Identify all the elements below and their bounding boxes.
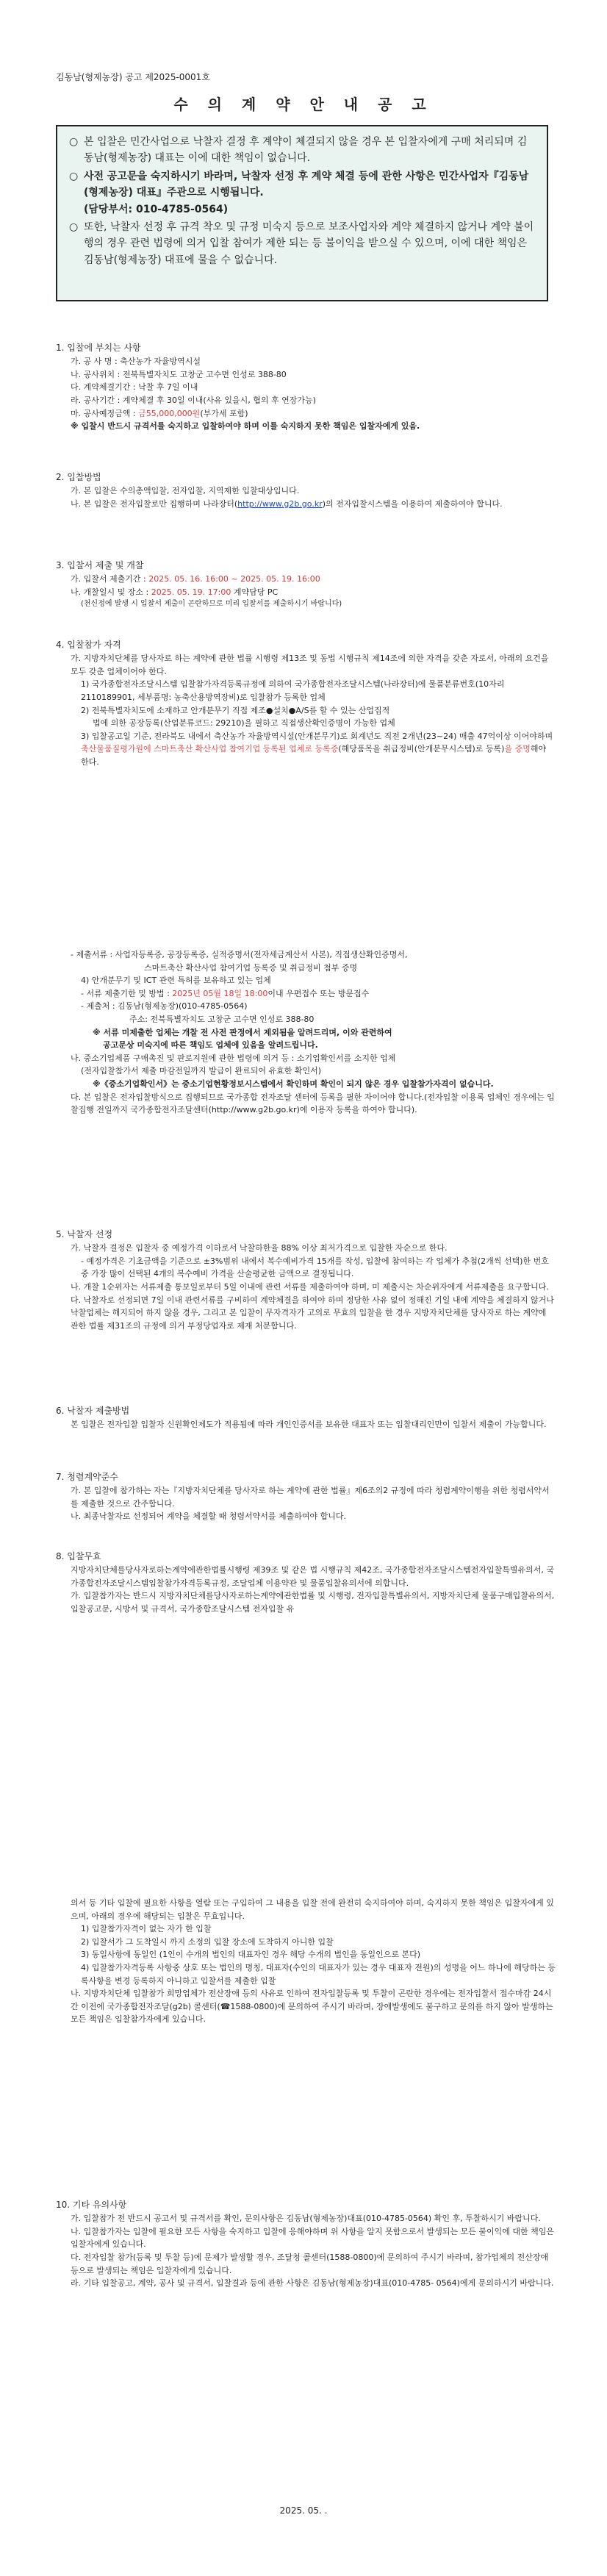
- line: (천신정에 발생 시 입찰서 제출이 곤란하므로 미리 입찰서를 제출하시기 바랍니다): [81, 600, 342, 609]
- line: 나. 중소기업제품 구매촉진 및 판로지원에 관한 법령에 의거 등 : 소기업확인서를 소지한 업체: [71, 1053, 396, 1063]
- section-3: [56, 559, 556, 610]
- line: 라. 공사기간 : 계약체결 후 30일 이내(사유 있을시, 협의 후 연장가능): [71, 395, 316, 405]
- line: (전자입찰참가서 제출 마감전일까지 발급이 완료되어 유효한 확인서): [81, 1066, 322, 1076]
- section-5: [56, 1228, 556, 1332]
- section-heading: 2. 입찰방법: [56, 472, 101, 482]
- line: 1) 국가종합전자조달시스템 입찰참가자격등록규정에 의하여 국가종합전자조달시스템(나라장터)에 물품분류번호(10자리 2110189901, 세부품명: 농축산용방역장비)로 입찰참가 등록한 업체: [81, 679, 505, 702]
- line: - 서류 제출기한 및 방법 : 2025년 05월 18일 18:00이내 우편접수 또는 방문접수: [81, 988, 370, 998]
- line: 다. 전자입찰 참가(등록 및 투찰 등)에 문제가 발생할 경우, 조달청 콜센터(1588-0800)에 문의하여 주시기 바라며, 참가업체의 전산장애등으로 발생되는 책임은 입찰자에게 있습니다.: [71, 2252, 549, 2275]
- notice-number: 김동남(형제농장) 공고 제2025-0001호: [56, 72, 210, 82]
- section-heading: 5. 낙찰자 선정: [56, 1229, 113, 1239]
- section-4-continued: [56, 948, 556, 1117]
- section-1: [56, 341, 556, 433]
- section-heading: 4. 입찰참가 자격: [56, 640, 121, 650]
- line: ※ 서류 미제출한 업체는 개찰 전 사전 판정에서 제외됨을 알려드리며, 이와 관련하여: [93, 1027, 392, 1037]
- line: 의서 등 기타 입찰에 필요한 사항을 열람 또는 구입하여 그 내용을 입찰 전에 완전히 숙지하여야 하며, 숙지하지 못한 책임은 입찰자에게 있으며, 아래의 경우에 해당되는 입찰은 무효입니다.: [71, 1898, 554, 1921]
- line: 공고문상 미숙지에 따른 책임도 업체에 있음을 알려드립니다.: [103, 1040, 318, 1051]
- section-heading: 8. 입찰무효: [56, 1551, 101, 1561]
- line: 나. 개찰일시 및 장소 : 2025. 05. 19. 17:00 계약담당 PC: [71, 587, 279, 597]
- line: 가. 지방자치단체를 당사자로 하는 계약에 관한 법률 시행령 제13조 및 동법 시행규칙 제14조에 의한 자격을 갖춘 자로서, 아래의 요건을 모두 갖춘 업체이어야 한다.: [71, 654, 549, 676]
- section-6: [56, 1404, 556, 1431]
- notice-date: 2025. 05. .: [279, 2505, 328, 2516]
- section-8: [56, 1550, 556, 1616]
- line: 나. 본 입찰은 전자입찰로만 집행하며 나라장터(http://www.g2b.go.kr)의 전자입찰시스템을 이용하여 제출하여야 합니다.: [71, 498, 503, 509]
- section-heading: 1. 입찰에 부치는 사항: [56, 343, 141, 353]
- line: 가. 낙찰자 결정은 입찰자 중 예정가격 이하로서 낙찰하한율 88% 이상 최저가격으로 입찰한 자순으로 한다.: [71, 1243, 448, 1253]
- line: 다. 낙찰자로 선정되면 7일 이내 관련서류를 구비하여 계약체결을 하여야 하며 정당한 사유 없이 정해진 기일 내에 계약을 체결하지 않거나 낙찰업체는 해지되어 하지 않을 경우, 그리고 본 입찰이 무자격자가 고의로 무효의 입찰을 한 경우 지방자치단체를 당사자로 하는 계약에 관한 법률 제31조의 규정에 의거 부정당업자로 제재 처분합니다.: [71, 1295, 554, 1331]
- line: 나. 개찰 1순위자는 서류제출 통보일로부터 5일 이내에 관련 서류를 제출하여야 하며, 미 제출시는 차순위자에게 서류제출을 요구합니다.: [71, 1281, 549, 1292]
- section-7: [56, 1470, 556, 1523]
- line: 다. 계약체결기간 : 낙찰 후 7일 이내: [71, 382, 198, 393]
- notice-box: [56, 125, 548, 301]
- line: 2) 전북특별자치도에 소재하고 안개분무기 직접 제조●설치●A/S를 할 수 있는 산업집적: [81, 705, 390, 715]
- section-heading: 6. 낙찰자 제출방법: [56, 1406, 130, 1416]
- line: 2) 입찰서가 그 도착일시 까지 소정의 입찰 장소에 도착하지 아니한 입찰: [81, 1936, 334, 1947]
- line: 나. 공사위치 : 전북특별자치도 고창군 고수면 인성로 388-80: [71, 369, 287, 379]
- line: 다. 본 입찰은 전자입찰방식으로 집행되므로 국가종합 전자조달 센터에 등록을 필한 자이어야 합니다.(전자입찰 이용록 업체인 경우에는 입찰집행 전일까지 국가종합전자조달센터(http://www.g2b.go.kr)에 이용자 등록을 하여야 합니다).: [71, 1092, 555, 1115]
- line: 가. 입찰서 제출기간 : 2025. 05. 16. 16:00 ~ 2025. 05. 19. 16:00: [71, 574, 320, 584]
- notice-item: ○ 사전 공고문을 숙지하시기 바라며, 낙찰자 선정 후 계약 체결 등에 관한 사항은 민간사업자『김동남(형제농장) 대표』주관으로 시행됩니다. (담당부서: 010-4785-0564): [84, 168, 536, 218]
- line: - 제출처 : 김동남(형제농장)(010-4785-0564): [81, 1001, 248, 1012]
- line: 마. 공사예정금액 : 금55,000,000원(부가세 포함): [71, 408, 248, 418]
- line: 지방자치단체를당사자로하는계약에관한법률시행령 제39조 및 같은 법 시행규칙 제42조, 국가종합전자조달시스템전자입찰특별유의서, 국가종합전자조달시스템입찰참가자격등록규정, 조달업체 이용약관 및 물품입찰유의서에 의합니다.: [71, 1565, 555, 1588]
- line: 1) 입찰참가자격이 없는 자가 한 입찰: [81, 1924, 212, 1934]
- line: 가. 공 사 명 : 축산농가 자율방역시설: [71, 357, 201, 367]
- notice-item: ○ 본 입찰은 민간사업으로 낙찰자 결정 후 계약이 체결되지 않을 경우 본 입찰자에게 구매 처리되며 김동남(형제농장) 대표는 이에 대한 책임이 없습니다.: [84, 134, 536, 167]
- section-4: [56, 638, 556, 769]
- line: 스마트축산 확산사업 참여기업 등록증 및 취급정비 첨부 증명: [144, 962, 358, 973]
- line: 가. 본 입찰은 수의총액입찰, 전자입찰, 지역제한 입찰대상입니다.: [71, 486, 300, 496]
- g2b-link[interactable]: http://www.g2b.go.kr: [237, 498, 323, 509]
- blank-area: [56, 1676, 556, 1823]
- line: - 예정가격은 기초금액을 기준으로 ±3%범위 내에서 복수예비가격 15개를 작성, 입찰에 참여하는 각 업체가 추첨(2개씩 선택)한 번호 중 가장 많이 선택된 4개의 복수예비 가격을 산술평균한 금액으로 결정됩니다.: [81, 1256, 549, 1279]
- line: 본 입찰은 전자입찰 입찰자 신원확인제도가 적용됨에 따라 개인인증서를 보유한 대표자 또는 입찰대리인만이 입찰서 제출이 가능합니다.: [71, 1420, 547, 1430]
- page-title: 수 의 계 약 안 내 공 고: [173, 96, 434, 113]
- line: 라. 기타 입찰공고, 계약, 공사 및 규격서, 입찰결과 등에 관한 사항은 김동남(형제농장)대표(010-4785- 0564)에게 문의하시기 바랍니다.: [71, 2278, 554, 2289]
- section-heading: 7. 청렴계약준수: [56, 1472, 118, 1482]
- line: 가. 본 입찰에 참가하는 자는『지방자치단체를 당사자로 하는 계약에 관한 법률』제6조의2 규정에 따라 청렴계약이행을 위한 청렴서약서를 제출한 것으로 간주합니다.: [71, 1486, 550, 1509]
- line: 나. 입찰참가자는 입찰에 필요한 모든 사항을 숙지하고 입찰에 응해야하며 위 사항을 알지 못함으로서 발생되는 모든 불이익에 대한 책임은 입찰자에게 있습니다.: [71, 2226, 554, 2250]
- line: 3) 입찰공고일 기준, 전라북도 내에서 축산농가 자율방역시설(안개분무기)로 회계년도 직전 2개년(23~24) 매출 47억이상 이어야하며 축산물품질평가원에 스마트축산 확산사업 참여기업 등록된 업체로 등록증(해당품목을 취급정비(안개분무시스템)로 등록)을 증명해야 한다.: [81, 731, 553, 767]
- line: 4) 입찰참가자격등록 사항중 상호 또는 법인의 명칭, 대표자(수인의 대표자가 있는 경우 대표자 전원)의 성명을 어느 하나에 해당하는 등록사항을 변경 등록하지 아니하고 입찰서를 제출한 입찰: [81, 1962, 556, 1986]
- line: ※ 입찰시 반드시 규격서를 숙지하고 입찰하여야 하며 이를 숙지하지 못한 책임은 입찰자에게 있음.: [71, 421, 420, 432]
- line: 법에 의한 공장등록(산업분류코드: 29210)을 필하고 직접생산확인증명이 가능한 업체: [93, 718, 395, 729]
- line: 가. 입찰참가 전 반드시 공고서 및 규격서를 확인, 문의사항은 김동남(형제농장)대표(010-4785-0564) 확인 후, 투찰하시기 바랍니다.: [71, 2214, 541, 2224]
- line: 3) 동일사항에 동일인 (1인이 수개의 법인의 대표자인 경우 해당 수개의 법인을 동일인으로 본다): [81, 1950, 420, 1960]
- section-heading: 3. 입찰서 제출 및 개찰: [56, 560, 144, 570]
- section-8-continued: [56, 1897, 556, 2026]
- blank-area: [56, 816, 556, 919]
- notice-item: ○ 또한, 낙찰자 선정 후 규격 착오 및 규정 미숙지 등으로 보조사업자와 계약 체결하지 않거나 계약 불이행의 경우 관련 법령에 의거 입찰 참여가 제한 되는 등 불이익을 받으실 수 있으며, 이에 대한 책임은 김동남(형제농장) 대표에 물을 수 없습니다.: [84, 219, 536, 268]
- line: 4) 안개분무기 및 ICT 관련 특허를 보유하고 있는 업체: [81, 976, 271, 986]
- line: 가. 입찰참가자는 반드시 지방자치단체를당사자로하는계약에관한법률 및 시행령, 전자입찰특별유의서, 지방자치단체 물품구매입찰유의서, 입찰공고문, 시방서 및 규격서, 국가종합조달시스템 전자입찰 유: [71, 1591, 555, 1614]
- line: ※《중소기업확인서》는 중소기업현황정보시스템에서 확인하며 확인이 되지 않은 경우 입찰참가자격이 없습니다.: [93, 1078, 494, 1089]
- section-heading: 10. 기타 유의사항: [56, 2200, 127, 2210]
- section-2: [56, 471, 556, 510]
- line: 나. 최종낙찰자로 선정되어 계약을 체결할 때 청렴서약서를 제출하여야 합니다.: [71, 1511, 346, 1522]
- line: - 제출서류 : 사업자등록증, 공장등록증, 실적증명서(전자세금계산서 사본), 직접생산확인증명서,: [71, 950, 408, 959]
- line: 주소: 전북특별자치도 고창군 고수면 인성로 388-80: [129, 1014, 315, 1024]
- section-10: [56, 2198, 556, 2290]
- line: 나. 지방자치단체 입찰참가 희망업체가 전산장애 등의 사유로 인하여 전자입찰등록 및 투찰이 곤란한 경우에는 전자입찰서 접수마감 24시간 이전에 국가종합전자조달(g2b) 콜센터(☎1588-0800)에 문의하여 주시기 바라며, 장애발생에도 불구하고 문의를 하지 않아 발생하는 모든 책임은 입찰참가자에게 있습니다.: [71, 1989, 553, 2025]
